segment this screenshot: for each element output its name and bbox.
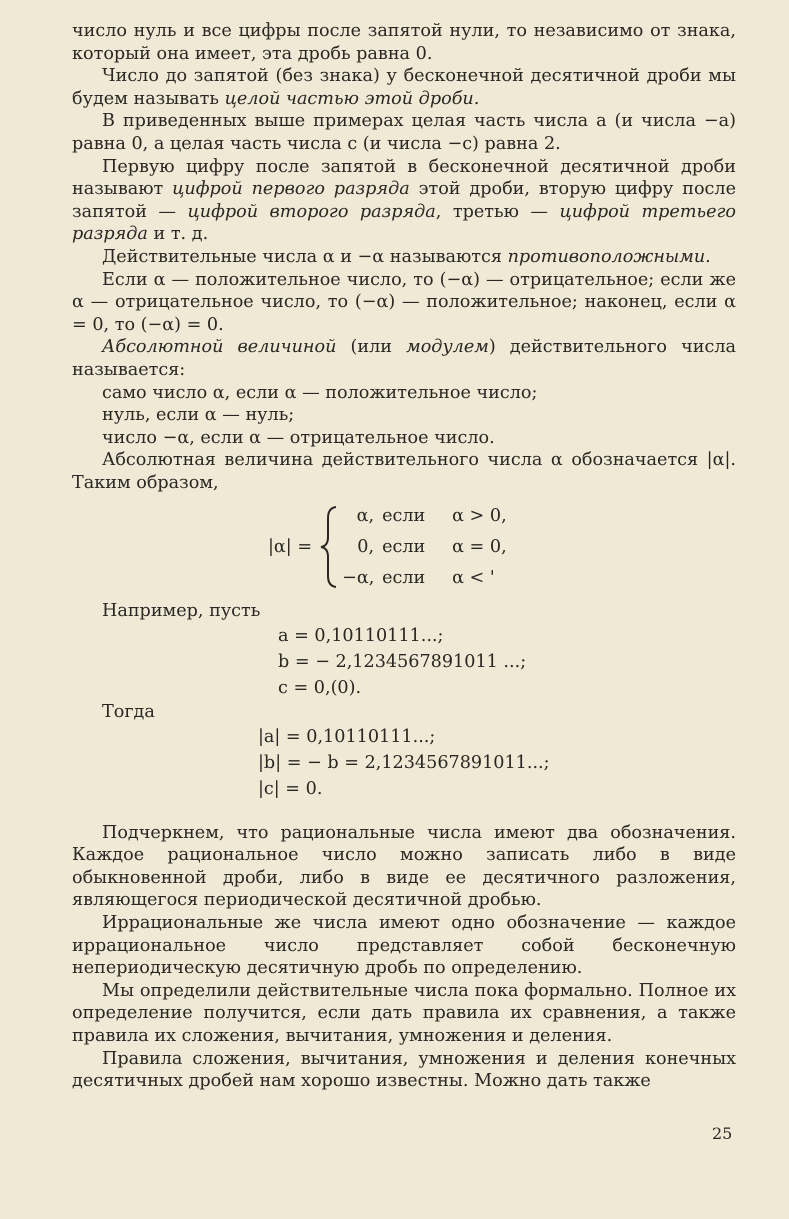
term-italic: Абсолютной величиной <box>102 337 337 358</box>
page-number: 25 <box>712 1124 733 1143</box>
definition-item: число −α, если α — отрицательное число. <box>102 427 495 448</box>
paragraph: Если α — положительное число, то (−α) — отрицательное; если же α — отрицательное число, то (−α) — положительное; наконец, если α = 0, то (−α) = 0. <box>72 269 736 335</box>
example-line: a = 0,10110111...; <box>278 626 444 647</box>
case-word: если <box>382 567 426 588</box>
paragraph: Подчеркнем, что рациональные числа имеют два обозначения. Каждое рациональное число можно записать либо в виде обыкновенной дроби, либо в виде ее десятичного разложения, являющегося периодической десятичной дробью. <box>72 822 736 911</box>
then-line: |b| = − b = 2,1234567891011...; <box>258 752 550 773</box>
term-italic: цифрой третьего разряда <box>72 201 736 245</box>
case-word: если <box>382 536 426 557</box>
case-condition: α < ' <box>452 567 495 588</box>
example-block <box>278 623 736 701</box>
paragraph <box>72 65 736 110</box>
abs-value-formula <box>268 500 736 594</box>
term-italic: противоположными. <box>507 246 711 267</box>
paragraph: Иррациональные же числа имеют одно обозначение — каждое иррациональное число представляет собой бесконечную непериодическую десятичную дробь по определению. <box>72 913 736 979</box>
text-run: Первую цифру после запятой в бесконечной десятичной дроби называют <box>72 156 736 200</box>
text-run: ) действительного числа называется: <box>72 337 736 380</box>
text-run: Действительные числа α и −α называются <box>102 246 508 267</box>
case-value: 0, <box>357 536 375 557</box>
text-run: этой дроби, вторую цифру после запятой — <box>72 179 736 222</box>
case-condition: α > 0, <box>452 505 507 526</box>
paragraph: Абсолютная величина действительного числа α обозначается |α|. Таким образом, <box>72 450 736 493</box>
page-text <box>72 20 736 1093</box>
formula-cases <box>342 502 532 593</box>
example-line: c = 0,(0). <box>278 678 362 699</box>
paragraph <box>72 156 736 246</box>
then-line: |c| = 0. <box>258 778 323 799</box>
then-label: Тогда <box>102 702 155 723</box>
text-run: , третью — <box>435 201 560 222</box>
case-value: α, <box>356 505 375 526</box>
text-run: и т. д. <box>147 224 209 245</box>
term-italic: цифрой первого разряда <box>172 179 410 200</box>
case-word: если <box>382 505 426 526</box>
term-italic: целой частью этой дроби. <box>224 88 480 109</box>
paragraph <box>72 246 736 269</box>
then-block <box>258 724 736 802</box>
text-run: Число до запятой (без знака) у бесконечной десятичной дроби мы будем называть <box>72 66 736 109</box>
case-value: −α, <box>342 567 375 588</box>
definition-item: нуль, если α — нуль; <box>102 405 295 426</box>
definition-item: само число α, если α — положительное число; <box>102 382 538 403</box>
paragraph: В приведенных выше примерах целая часть числа a (и числа −a) равна 0, а целая часть числа c (и числа −c) равна 2. <box>72 111 736 154</box>
term-italic: модулем <box>406 337 489 358</box>
then-line: |a| = 0,10110111...; <box>258 726 436 747</box>
text-run: (или <box>336 337 407 358</box>
brace-icon <box>316 504 342 590</box>
example-label: Например, пусть <box>102 601 261 622</box>
case-condition: α = 0, <box>452 536 507 557</box>
paragraph <box>72 336 736 381</box>
paragraph: число нуль и все цифры после запятой нули, то независимо от знака, который она имеет, эта дробь равна 0. <box>72 21 736 64</box>
term-italic: цифрой второго разряда <box>187 201 436 222</box>
paragraph: Правила сложения, вычитания, умножения и деления конечных десятичных дробей нам хорошо известны. Можно дать также <box>72 1048 736 1092</box>
formula-lhs: |α| = <box>268 537 313 558</box>
paragraph: Мы определили действительные числа пока формально. Полное их определение получится, если дать правила их сравнения, а также правила их сложения, вычитания, умножения и деления. <box>72 980 736 1046</box>
example-line: b = − 2,1234567891011 ...; <box>278 652 527 673</box>
